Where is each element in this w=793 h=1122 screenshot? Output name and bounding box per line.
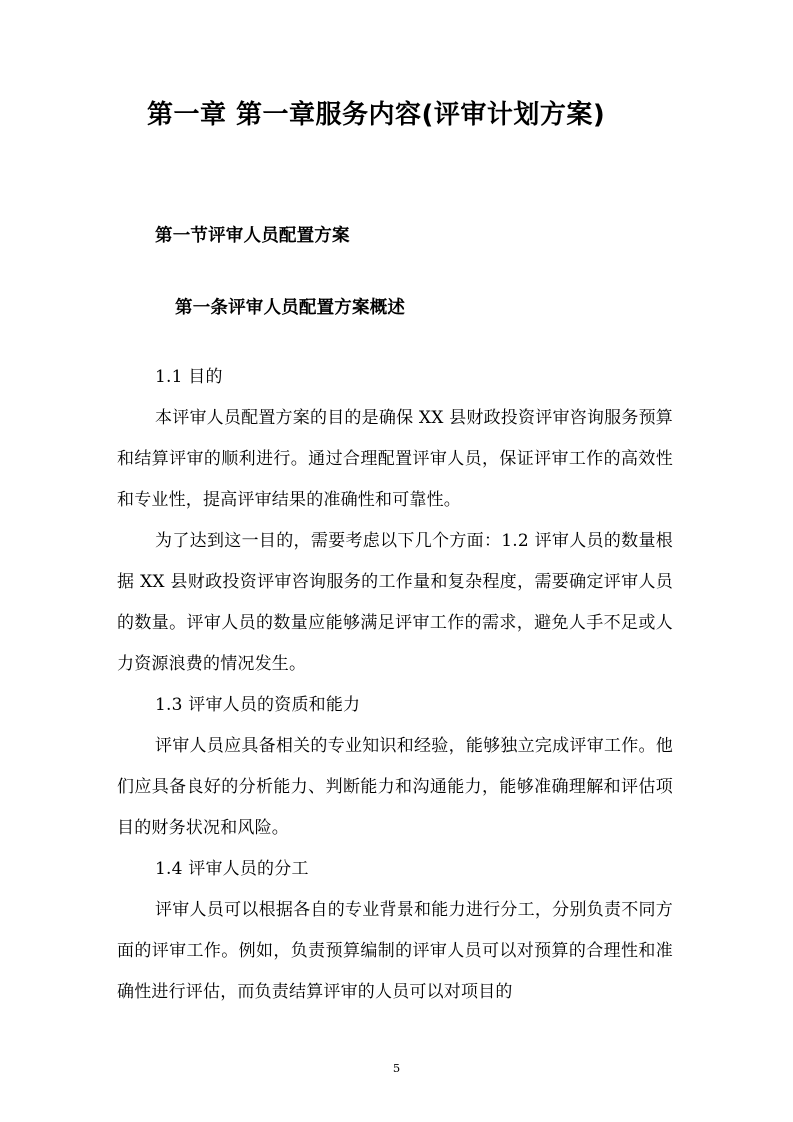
section-heading: 第一节评审人员配置方案 <box>155 226 350 246</box>
paragraph-division: 评审人员可以根据各自的专业背景和能力进行分工，分别负责不同方面的评审工作。例如，负责预算编制的评审人员可以对预算的合理性和准确性进行评估，而负责结算评审的人员可以对项目的 <box>117 900 673 1002</box>
paragraph-qualification: 评审人员应具备相关的专业知识和经验，能够独立完成评审工作。他们应具备良好的分析能力、判断能力和沟通能力，能够准确理解和评估项目的财务状况和风险。 <box>117 736 673 838</box>
page-number: 5 <box>392 1061 401 1075</box>
subhead-1-3: 1.3 评审人员的资质和能力 <box>155 695 361 715</box>
subhead-1-4: 1.4 评审人员的分工 <box>155 859 309 879</box>
paragraph-quantity: 为了达到这一目的，需要考虑以下几个方面：1.2 评审人员的数量根据 XX 县财政投资评审咨询服务的工作量和复杂程度，需要确定评审人员的数量。评审人员的数量应能够满足评审工作的需求，避免人手不足或人力资源浪费的情况发生。 <box>117 531 673 674</box>
subhead-1-1: 1.1 目的 <box>155 367 223 387</box>
page-title: 第一章 第一章服务内容(评审计划方案) <box>147 100 606 130</box>
body-text-flow <box>117 357 673 1013</box>
paragraph-purpose: 本评审人员配置方案的目的是确保 XX 县财政投资评审咨询服务预算和结算评审的顺利进行。通过合理配置评审人员，保证评审工作的高效性和专业性，提高评审结果的准确性和可靠性。 <box>117 408 673 510</box>
article-heading: 第一条评审人员配置方案概述 <box>175 298 406 318</box>
